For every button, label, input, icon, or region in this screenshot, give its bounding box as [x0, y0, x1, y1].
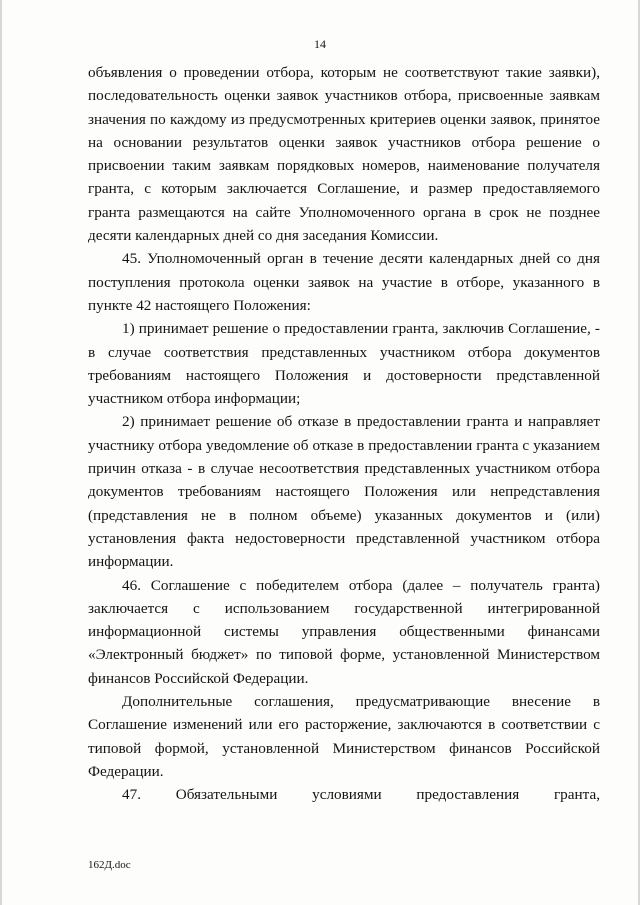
paragraph-item-46: 46. Соглашение с победителем отбора (далее – получатель гранта) заключается с использованием государственной интегрированной информационной системы управления общественными финансами «Электронный бюджет» по типовой форме, установленной Министерством финансов Российской Федерации.	[88, 576, 600, 687]
document-body	[88, 61, 600, 807]
footer-filename: 162Д.doc	[88, 859, 131, 871]
paragraph-additional-agreements: Дополнительные соглашения, предусматривающие внесение в Соглашение изменений или его расторжение, заключаются в соответствии с типовой формой, установленной Министерством финансов Российской Федерации.	[88, 693, 600, 780]
paragraph-subitem-1: 1) принимает решение о предоставлении гранта, заключив Соглашение, - в случае соответствия представленных участником отбора документов требованиям настоящего Положения и достоверности представленной участником отбора информации;	[88, 320, 600, 408]
paragraph-continuation: объявления о проведении отбора, которым не соответствуют такие заявки), последовательность оценки заявок участников отбора, присвоенные заявкам значения по каждому из предусмотренных критериев оценки заявок, принятое на основании результатов оценки заявок участников отбора решение о присвоении таким заявкам порядковых номеров, наименование получателя гранта, с которым заключается Соглашение, и размер предоставляемого гранта размещаются на сайте Уполномоченного органа в срок не позднее десяти календарных дней со дня заседания Комиссии.	[88, 64, 600, 245]
paragraph-item-47: 47. Обязательными условиями предоставления гранта,	[122, 786, 600, 804]
paragraph-subitem-2: 2) принимает решение об отказе в предоставлении гранта и направляет участнику отбора уведомление об отказе в предоставлении гранта с указанием причин отказа - в случае несоответствия представленных участником отбора документов требованиям настоящего Положения или непредставления (представления не в полном объеме) указанных документов и (или) установления факта недостоверности представленной участником отбора информации.	[88, 413, 600, 571]
paragraph-item-45: 45. Уполномоченный орган в течение десяти календарных дней со дня поступления протокола оценки заявок на участие в отборе, указанного в пункте 42 настоящего Положения:	[88, 250, 600, 314]
page-number: 14	[314, 37, 326, 51]
scan-edge-left	[0, 0, 2, 905]
